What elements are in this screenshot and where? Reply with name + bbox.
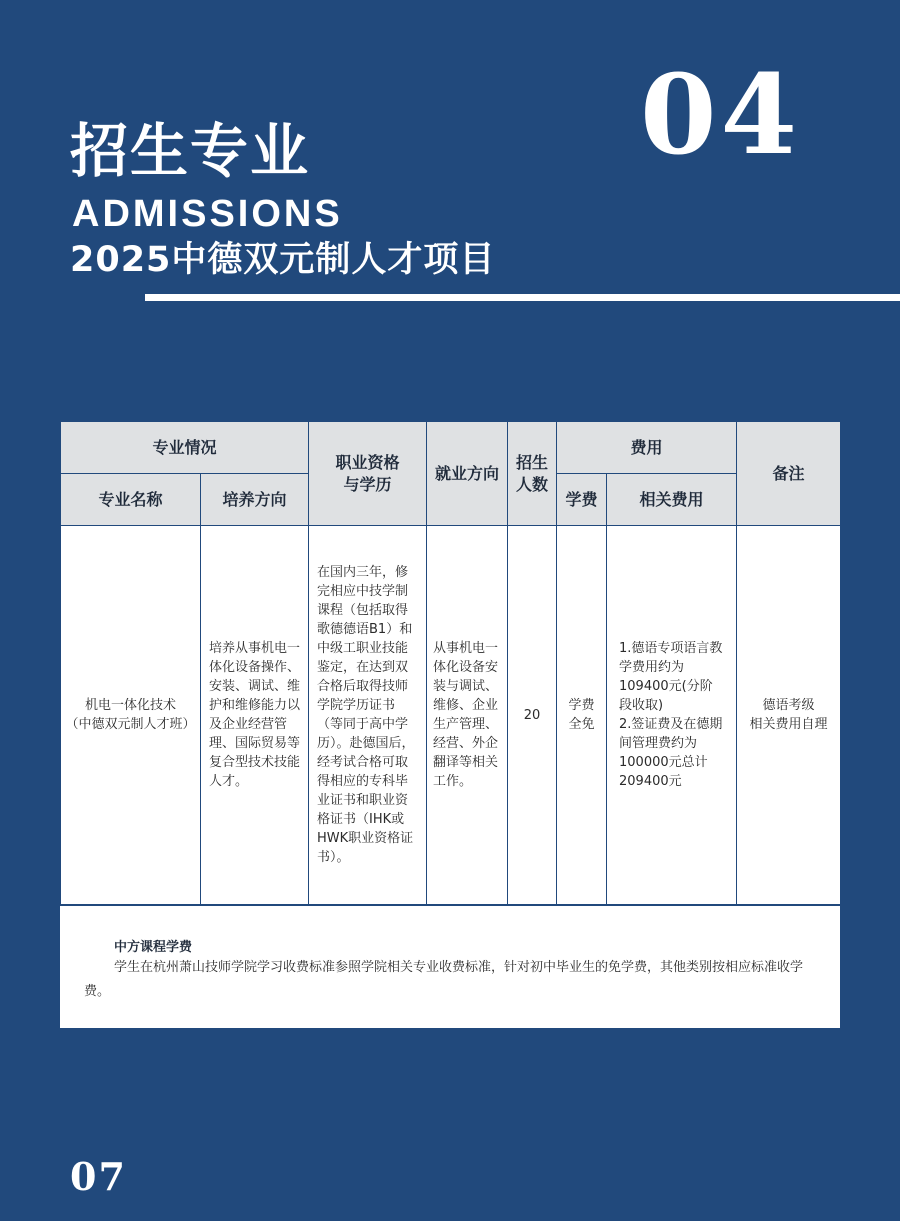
page-title: 招生专业 xyxy=(70,117,311,185)
cell-enrollment: 20 xyxy=(508,526,557,905)
header-tuition: 学费 xyxy=(557,474,607,526)
cell-major-name: 机电一体化技术 （中德双元制人才班） xyxy=(61,526,201,905)
header-remarks: 备注 xyxy=(737,422,841,526)
header-divider xyxy=(145,294,900,301)
header-major-info: 专业情况 xyxy=(61,422,309,474)
page-subtitle: 2025中德双元制人才项目 xyxy=(70,240,496,280)
note-body: 学生在杭州萧山技师学院学习收费标准参照学院相关专业收费标准，针对初中毕业生的免学费，其他类别按相应标准收学费。 xyxy=(84,960,804,999)
cell-qualification: 在国内三年，修完相应中技学制课程（包括取得歌德德语B1）和中级工职业技能鉴定，在达到双合格后取得技师学院学历证书（等同于高中学历）。赴德国后，经考试合格可取得相应的专科毕业证书和职业资格证书（IHK或HWK职业资格证书）。 xyxy=(309,526,427,905)
header-qualification: 职业资格 与学历 xyxy=(309,422,427,526)
header-enrollment: 招生 人数 xyxy=(508,422,557,526)
page-number: 07 xyxy=(70,1154,127,1199)
header-major-name: 专业名称 xyxy=(61,474,201,526)
section-number: 04 xyxy=(640,50,802,179)
admissions-table xyxy=(60,421,841,905)
header-employment: 就业方向 xyxy=(427,422,508,526)
admissions-table-container xyxy=(60,421,840,904)
table-row xyxy=(61,526,841,905)
tuition-note xyxy=(60,906,840,1028)
header-related-fees: 相关费用 xyxy=(607,474,737,526)
cell-tuition: 学费 全免 xyxy=(557,526,607,905)
cell-employment: 从事机电一体化设备安装与调试、维修、企业生产管理、经营、外企翻译等相关工作。 xyxy=(427,526,508,905)
note-title: 中方课程学费 xyxy=(114,940,193,955)
cell-related-fees: 1.德语专项语言教学费用约为109400元(分阶段收取) 2.签证费及在德期间管理费约为100000元总计209400元 xyxy=(607,526,737,905)
header-fees: 费用 xyxy=(557,422,737,474)
page-title-english: ADMISSIONS xyxy=(72,193,343,235)
cell-remarks: 德语考级 相关费用自理 xyxy=(737,526,841,905)
header-training-direction: 培养方向 xyxy=(201,474,309,526)
cell-training-direction: 培养从事机电一体化设备操作、安装、调试、维护和维修能力以及企业经营管理、国际贸易等复合型技术技能人才。 xyxy=(201,526,309,905)
